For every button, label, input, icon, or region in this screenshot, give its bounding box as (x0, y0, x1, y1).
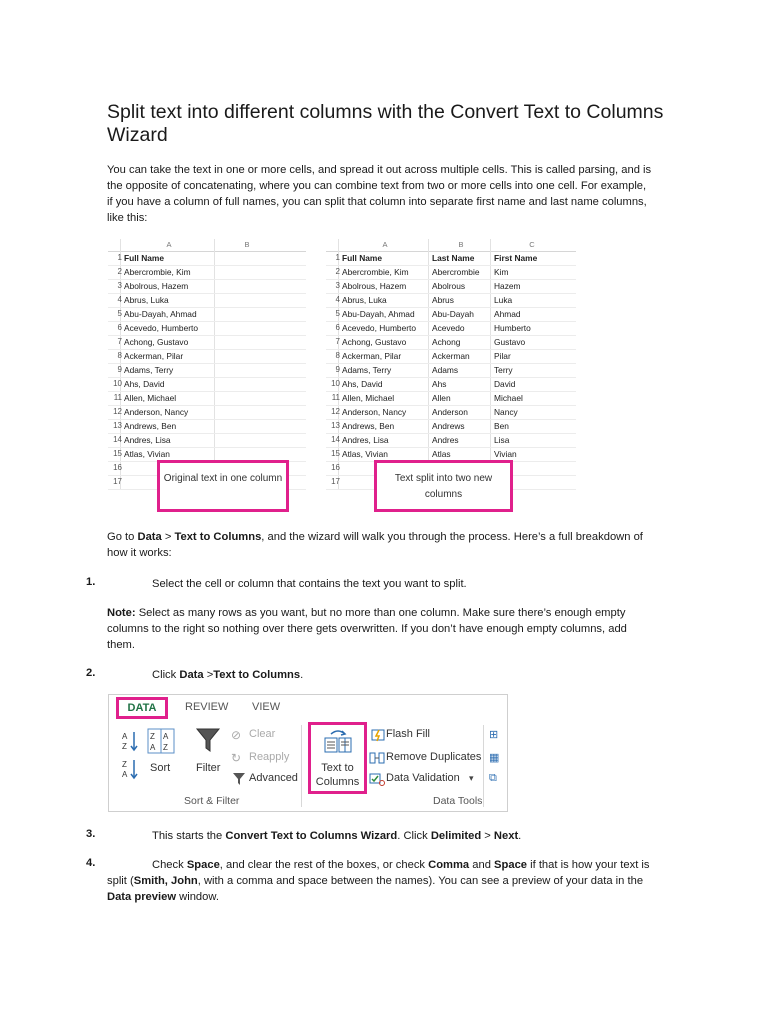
svg-text:A: A (150, 743, 156, 752)
right-sheet-header-cell: Last Name (432, 253, 475, 263)
original-text-callout-label: Original text in one column (163, 473, 283, 484)
left-sheet-row (108, 363, 306, 377)
step-4-t4: if that is how your text is split ( (107, 859, 650, 887)
data-tools-group-label: Data Tools (433, 795, 483, 807)
left-sheet-row-number: 11 (113, 393, 122, 402)
right-sheet-cell: Adams, Terry (342, 365, 392, 375)
goto-post: , and the wizard will walk you through the process. Here’s a full breakdown of how it works: (107, 531, 643, 559)
step-2-data-bold: Data (179, 669, 204, 681)
left-sheet-row (108, 293, 306, 307)
svg-text:Z: Z (122, 760, 127, 769)
goto-data-bold: Data (137, 531, 162, 543)
svg-text:Z: Z (150, 732, 155, 741)
page-title: Split text into different columns with the Convert Text to Columns Wizard (107, 101, 664, 146)
right-sheet-row-number: 6 (335, 323, 340, 332)
flash-fill-icon (371, 728, 385, 742)
right-sheet-cell: Humberto (494, 323, 531, 333)
right-sheet-col-header-c: C (529, 240, 535, 249)
step-3-post: . (518, 830, 522, 842)
advanced-filter-icon (232, 772, 246, 786)
ribbon-tab-view[interactable]: VIEW (252, 701, 281, 713)
text-to-columns-icon (323, 728, 353, 754)
ribbon-tab-review[interactable]: REVIEW (185, 701, 229, 713)
left-sheet-cell: Ahs, David (124, 379, 165, 389)
right-sheet-cell: Achong, Gustavo (342, 337, 407, 347)
left-sheet-row-number: 14 (113, 435, 122, 444)
reapply-button[interactable]: Reapply (249, 751, 290, 763)
group-separator (301, 725, 302, 807)
step-2-text (152, 667, 303, 683)
left-sheet-cell: Atlas, Vivian (124, 449, 170, 459)
step-2-gt: > (203, 669, 214, 681)
left-sheet-row-number: 6 (117, 323, 122, 332)
right-sheet-header-cell: Full Name (342, 253, 383, 263)
left-sheet-col-header-b: B (244, 240, 250, 249)
right-sheet-row (326, 377, 576, 391)
left-sheet-row-number: 1 (117, 253, 122, 262)
left-sheet-row-number: 12 (113, 407, 122, 416)
right-sheet-cell: Allen, Michael (342, 393, 395, 403)
data-validation-icon (369, 772, 385, 786)
right-sheet-col-header-a: A (382, 240, 388, 249)
right-sheet-row-number: 16 (331, 463, 340, 472)
excel-data-ribbon (108, 694, 508, 812)
right-sheet-row-number: 14 (331, 435, 340, 444)
step-3-mid: . Click (397, 830, 431, 842)
data-validation-dropdown-icon[interactable]: ▾ (469, 773, 474, 783)
right-sheet-row (326, 335, 576, 349)
right-sheet-row-number: 2 (335, 267, 340, 276)
sort-filter-group-label: Sort & Filter (184, 795, 240, 807)
right-sheet-cell: Atlas, Vivian (342, 449, 388, 459)
original-text-spreadsheet (108, 239, 306, 485)
remove-duplicates-icon (369, 751, 385, 765)
step-4-example-bold: Smith, John (133, 875, 198, 887)
left-sheet-row-number: 9 (117, 365, 122, 374)
clear-filter-icon: ⊘ (231, 728, 242, 742)
right-sheet-cell: Andres, Lisa (342, 435, 389, 445)
right-sheet-cell: Allen (432, 393, 451, 403)
relationships-icon[interactable]: ⧉ (489, 772, 497, 784)
right-sheet-row (326, 405, 576, 419)
goto-paragraph (107, 529, 652, 561)
right-sheet-row (326, 293, 576, 307)
remove-duplicates-button[interactable]: Remove Duplicates (386, 751, 482, 763)
right-sheet-row-number: 5 (335, 309, 340, 318)
left-sheet-row (108, 391, 306, 405)
right-sheet-row-number: 11 (331, 393, 340, 402)
left-sheet-cell: Abolrous, Hazem (124, 281, 189, 291)
right-sheet-cell: Anderson (432, 407, 468, 417)
right-sheet-cell: Abrus, Luka (342, 295, 387, 305)
step-3-text (152, 828, 662, 844)
filter-funnel-icon[interactable] (195, 727, 221, 753)
step-2-post: . (300, 669, 304, 681)
step-3-next-bold: Next (493, 830, 519, 842)
what-if-analysis-icon[interactable]: ▦ (489, 752, 500, 764)
left-sheet-row-number: 8 (117, 351, 122, 360)
right-sheet-cell: Luka (494, 295, 513, 305)
split-text-callout-label: Text split into two new columns (394, 473, 493, 500)
left-sheet-row-number: 13 (113, 421, 122, 430)
goto-ttc-bold: Text to Columns (174, 531, 262, 543)
right-sheet-row-number: 13 (331, 421, 340, 430)
step-3-gt: > (481, 830, 494, 842)
sort-dialog-icon[interactable] (147, 728, 175, 754)
right-sheet-cell: Adams (432, 365, 459, 375)
left-sheet-cell: Ackerman, Pilar (124, 351, 184, 361)
right-sheet-cell: Terry (494, 365, 513, 375)
step-3-wizard-bold: Convert Text to Columns Wizard (225, 830, 398, 842)
right-sheet-cell: Vivian (494, 449, 517, 459)
text-to-columns-button[interactable] (308, 722, 367, 794)
intro-paragraph: You can take the text in one or more cells, and spread it out across multiple cells. This is called parsing, and is the opposite of concatenating, where you can combine text from two or more cells into one cell. For example, if you have a column of full names, you can split that column into separate first name and last name columns, like this: (107, 164, 652, 224)
left-sheet-row (108, 447, 306, 461)
right-sheet-header-cell: First Name (494, 253, 538, 263)
right-sheet-row-number: 12 (331, 407, 340, 416)
original-text-callout (157, 460, 289, 512)
right-sheet-cell: Ben (494, 421, 509, 431)
right-sheet-row (326, 433, 576, 447)
left-sheet-header-cell: Full Name (124, 253, 165, 263)
right-sheet-cell: Abrus (432, 295, 454, 305)
step-4-t6: window. (176, 891, 219, 903)
right-sheet-row-number: 3 (335, 281, 340, 290)
sort-za-icon[interactable] (121, 757, 139, 781)
right-sheet-cell: Achong (432, 337, 461, 347)
right-sheet-cell: Ackerman, Pilar (342, 351, 402, 361)
left-sheet-row (108, 251, 306, 265)
flash-fill-button[interactable]: Flash Fill (386, 728, 431, 740)
right-sheet-row-number: 15 (331, 449, 340, 458)
left-sheet-row (108, 265, 306, 279)
right-sheet-row-number: 9 (335, 365, 340, 374)
right-sheet-cell: Andrews (432, 421, 465, 431)
right-sheet-cell: Ahmad (494, 309, 521, 319)
right-sheet-cell: Abu-Dayah (432, 309, 474, 319)
clear-button[interactable]: Clear (249, 728, 276, 740)
left-sheet-cell: Adams, Terry (124, 365, 174, 375)
step-4-t1: Check (152, 859, 187, 871)
goto-gt: > (161, 531, 175, 543)
right-sheet-row-number: 17 (331, 477, 340, 486)
text-to-columns-label-1: Text to (321, 762, 354, 774)
left-sheet-row-number: 16 (113, 463, 122, 472)
svg-text:A: A (122, 770, 128, 779)
sort-button[interactable]: Sort (150, 762, 171, 774)
left-sheet-cell: Anderson, Nancy (124, 407, 189, 417)
right-sheet-cell: Abolrous, Hazem (342, 281, 407, 291)
right-sheet-cell: Gustavo (494, 337, 526, 347)
right-sheet-row (326, 251, 576, 265)
left-sheet-row (108, 349, 306, 363)
right-sheet-row (326, 419, 576, 433)
consolidate-icon[interactable]: ⊞ (489, 729, 499, 741)
right-sheet-cell: Andrews, Ben (342, 421, 395, 431)
group-separator-2 (483, 725, 484, 807)
step-3-pre: This starts the (152, 830, 226, 842)
left-sheet-row (108, 321, 306, 335)
left-sheet-row (108, 335, 306, 349)
step-4-t3: and (469, 859, 495, 871)
sort-az-icon[interactable] (121, 729, 139, 753)
left-sheet-row-number: 4 (117, 295, 122, 304)
step-1-text: Select the cell or column that contains the text you want to split. (152, 578, 467, 590)
svg-text:A: A (122, 732, 128, 741)
left-sheet-cell: Andres, Lisa (124, 435, 171, 445)
right-sheet-cell: Abercrombie, Kim (342, 267, 409, 277)
filter-button[interactable]: Filter (196, 762, 221, 774)
left-sheet-cell: Acevedo, Humberto (124, 323, 199, 333)
split-text-callout (374, 460, 513, 512)
left-sheet-row (108, 405, 306, 419)
note-text: Select as many rows as you want, but no more than one column. Make sure there’s enough empty columns to the right so nothing over there gets overwritten. If you don’t have enough empty columns, add them. (107, 607, 627, 651)
left-sheet-cell: Allen, Michael (124, 393, 177, 403)
left-sheet-cell: Abrus, Luka (124, 295, 169, 305)
right-sheet-cell: Lisa (494, 435, 510, 445)
left-sheet-row (108, 279, 306, 293)
left-sheet-cell: Abercrombie, Kim (124, 267, 191, 277)
right-sheet-cell: Ahs, David (342, 379, 383, 389)
left-sheet-cell: Abu-Dayah, Ahmad (124, 309, 197, 319)
right-sheet-cell: Michael (494, 393, 523, 403)
left-sheet-row-number: 17 (113, 477, 122, 486)
right-sheet-cell: Abercrombie (432, 267, 480, 277)
left-sheet-row (108, 307, 306, 321)
step-4-text (107, 857, 662, 905)
right-sheet-cell: Anderson, Nancy (342, 407, 407, 417)
step-1-number: 1. (86, 576, 96, 588)
right-sheet-cell: Acevedo, Humberto (342, 323, 417, 333)
ribbon-tab-data[interactable]: DATA (116, 697, 168, 719)
right-sheet-row (326, 265, 576, 279)
left-sheet-row-number: 5 (117, 309, 122, 318)
left-sheet-row-number: 15 (113, 449, 122, 458)
step-4-space-bold: Space (186, 859, 220, 871)
text-to-columns-label-2: Columns (315, 776, 360, 788)
right-sheet-row-number: 8 (335, 351, 340, 360)
left-sheet-row-number: 7 (117, 337, 122, 346)
svg-text:Z: Z (122, 742, 127, 751)
left-sheet-row (108, 377, 306, 391)
left-sheet-row-number: 3 (117, 281, 122, 290)
split-text-spreadsheet (326, 239, 576, 485)
right-sheet-cell: Acevedo (432, 323, 465, 333)
step-3-number: 3. (86, 828, 96, 840)
step-4-t5: , with a comma and space between the names). You can see a preview of your data in the (197, 875, 644, 887)
data-validation-button[interactable]: Data Validation (386, 772, 460, 784)
right-sheet-cell: Andres (432, 435, 459, 445)
left-sheet-row-number: 10 (113, 379, 122, 388)
goto-text: Go to (107, 531, 138, 543)
right-sheet-row-number: 10 (331, 379, 340, 388)
right-sheet-cell: David (494, 379, 516, 389)
right-sheet-row (326, 391, 576, 405)
left-sheet-row (108, 419, 306, 433)
right-sheet-cell: Kim (494, 267, 509, 277)
right-sheet-cell: Abu-Dayah, Ahmad (342, 309, 415, 319)
step-2-pre: Click (152, 669, 180, 681)
right-sheet-row (326, 321, 576, 335)
right-sheet-row-number: 1 (335, 253, 340, 262)
right-sheet-row (326, 279, 576, 293)
left-sheet-cell: Achong, Gustavo (124, 337, 189, 347)
left-sheet-row-number: 2 (117, 267, 122, 276)
advanced-button[interactable]: Advanced (249, 772, 298, 784)
step-4-t2: , and clear the rest of the boxes, or check (219, 859, 429, 871)
left-sheet-row (108, 433, 306, 447)
left-sheet-cell: Andrews, Ben (124, 421, 177, 431)
step-2-ttc-bold: Text to Columns (213, 669, 301, 681)
right-sheet-col-header-b: B (458, 240, 464, 249)
right-sheet-row (326, 447, 576, 461)
reapply-icon: ↻ (231, 751, 242, 765)
step-3-delimited-bold: Delimited (430, 830, 482, 842)
right-sheet-cell: Hazem (494, 281, 521, 291)
step-4-number: 4. (86, 857, 96, 869)
right-sheet-cell: Abolrous (432, 281, 466, 291)
right-sheet-row (326, 349, 576, 363)
right-sheet-cell: Pilar (494, 351, 511, 361)
svg-text:A: A (163, 732, 169, 741)
left-sheet-col-header-a: A (166, 240, 172, 249)
svg-text:Z: Z (163, 743, 168, 752)
step-4-preview-bold: Data preview (107, 891, 177, 903)
step-4-comma-bold: Comma (428, 859, 470, 871)
note-paragraph (107, 605, 652, 653)
step-4-space2-bold: Space (494, 859, 528, 871)
step-2-number: 2. (86, 667, 96, 679)
right-sheet-row (326, 307, 576, 321)
right-sheet-row-number: 4 (335, 295, 340, 304)
right-sheet-cell: Nancy (494, 407, 518, 417)
right-sheet-cell: Ackerman (432, 351, 470, 361)
right-sheet-cell: Atlas (432, 449, 451, 459)
note-label: Note: (107, 607, 136, 619)
right-sheet-cell: Ahs (432, 379, 447, 389)
right-sheet-row-number: 7 (335, 337, 340, 346)
right-sheet-row (326, 363, 576, 377)
